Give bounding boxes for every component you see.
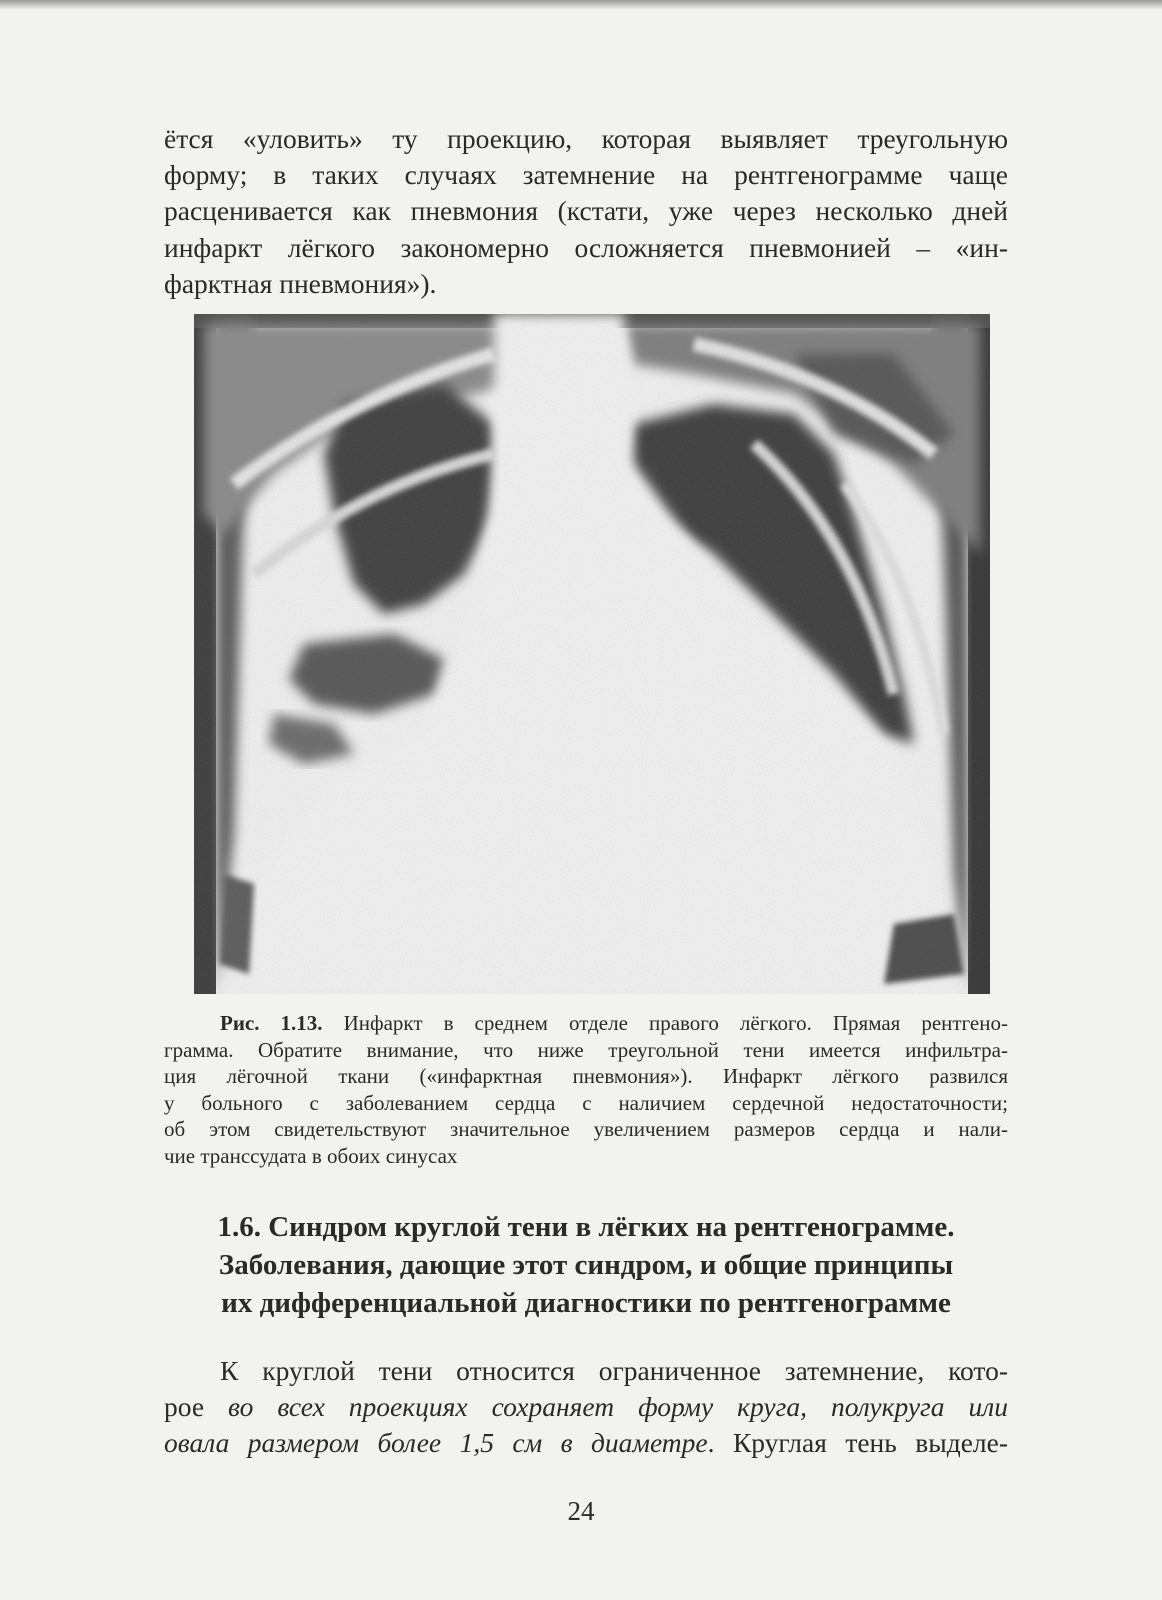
text-line: расценивается как пневмония (кстати, уже через несколько дней xyxy=(164,195,1008,227)
text-line xyxy=(164,1389,1008,1425)
text-italic: во всех проекциях сохраняет форму круга, полукруга или xyxy=(228,1391,1008,1423)
caption-text: Инфаркт в среднем отделе правого лёгкого. Прямая рентгено- xyxy=(322,1011,1008,1035)
caption-line: у больного с заболеванием сердца с наличием сердечной недостаточности; xyxy=(164,1090,1008,1115)
heading-line: их дифференциальной диагностики по рентгенограмме xyxy=(221,1287,951,1319)
text-line: инфаркт лёгкого закономерно осложняется пневмонией – «ин- xyxy=(164,231,1008,263)
caption-line: чие транссудата в обоих синусах xyxy=(164,1143,458,1168)
caption-line: ция лёгочной ткани («инфарктная пневмония»). Инфаркт лёгкого развился xyxy=(164,1064,1008,1089)
text-line: ётся «уловить» ту проекцию, которая выявляет треугольную xyxy=(164,123,1008,154)
figure-caption xyxy=(164,1010,1008,1170)
chest-xray-figure xyxy=(194,314,990,994)
paragraph-2 xyxy=(164,1353,1008,1462)
text-plain: рое xyxy=(164,1391,229,1423)
caption-line: грамма. Обратите внимание, что ниже треугольной тени имеется инфильтра- xyxy=(164,1037,1008,1062)
page-number: 24 xyxy=(567,1496,595,1526)
paragraph-1 xyxy=(164,121,1008,302)
text-line xyxy=(164,1425,1008,1461)
heading-line: 1.6. Синдром круглой тени в лёгких на рентгенограмме. xyxy=(217,1211,955,1243)
caption-line xyxy=(164,1010,1008,1037)
section-heading xyxy=(164,1208,1008,1322)
chest-xray-image xyxy=(194,314,990,994)
text-line: фарктная пневмония»). xyxy=(164,267,437,299)
text-italic: овала размером более 1,5 см в диаметре xyxy=(164,1427,708,1459)
scan-edge xyxy=(0,0,1162,10)
caption-line: об этом свидетельствуют значительное увеличением размеров сердца и нали- xyxy=(164,1117,1008,1142)
caption-label: Рис. 1.13. xyxy=(220,1011,323,1035)
text-line: К круглой тени относится ограниченное затемнение, кото- xyxy=(220,1355,1008,1386)
text-plain: . Круглая тень выделе- xyxy=(707,1427,1009,1459)
heading-line: Заболевания, дающие этот синдром, и общие принципы xyxy=(218,1249,954,1281)
text-line: форму; в таких случаях затемнение на рентгенограмме чаще xyxy=(164,159,1008,191)
